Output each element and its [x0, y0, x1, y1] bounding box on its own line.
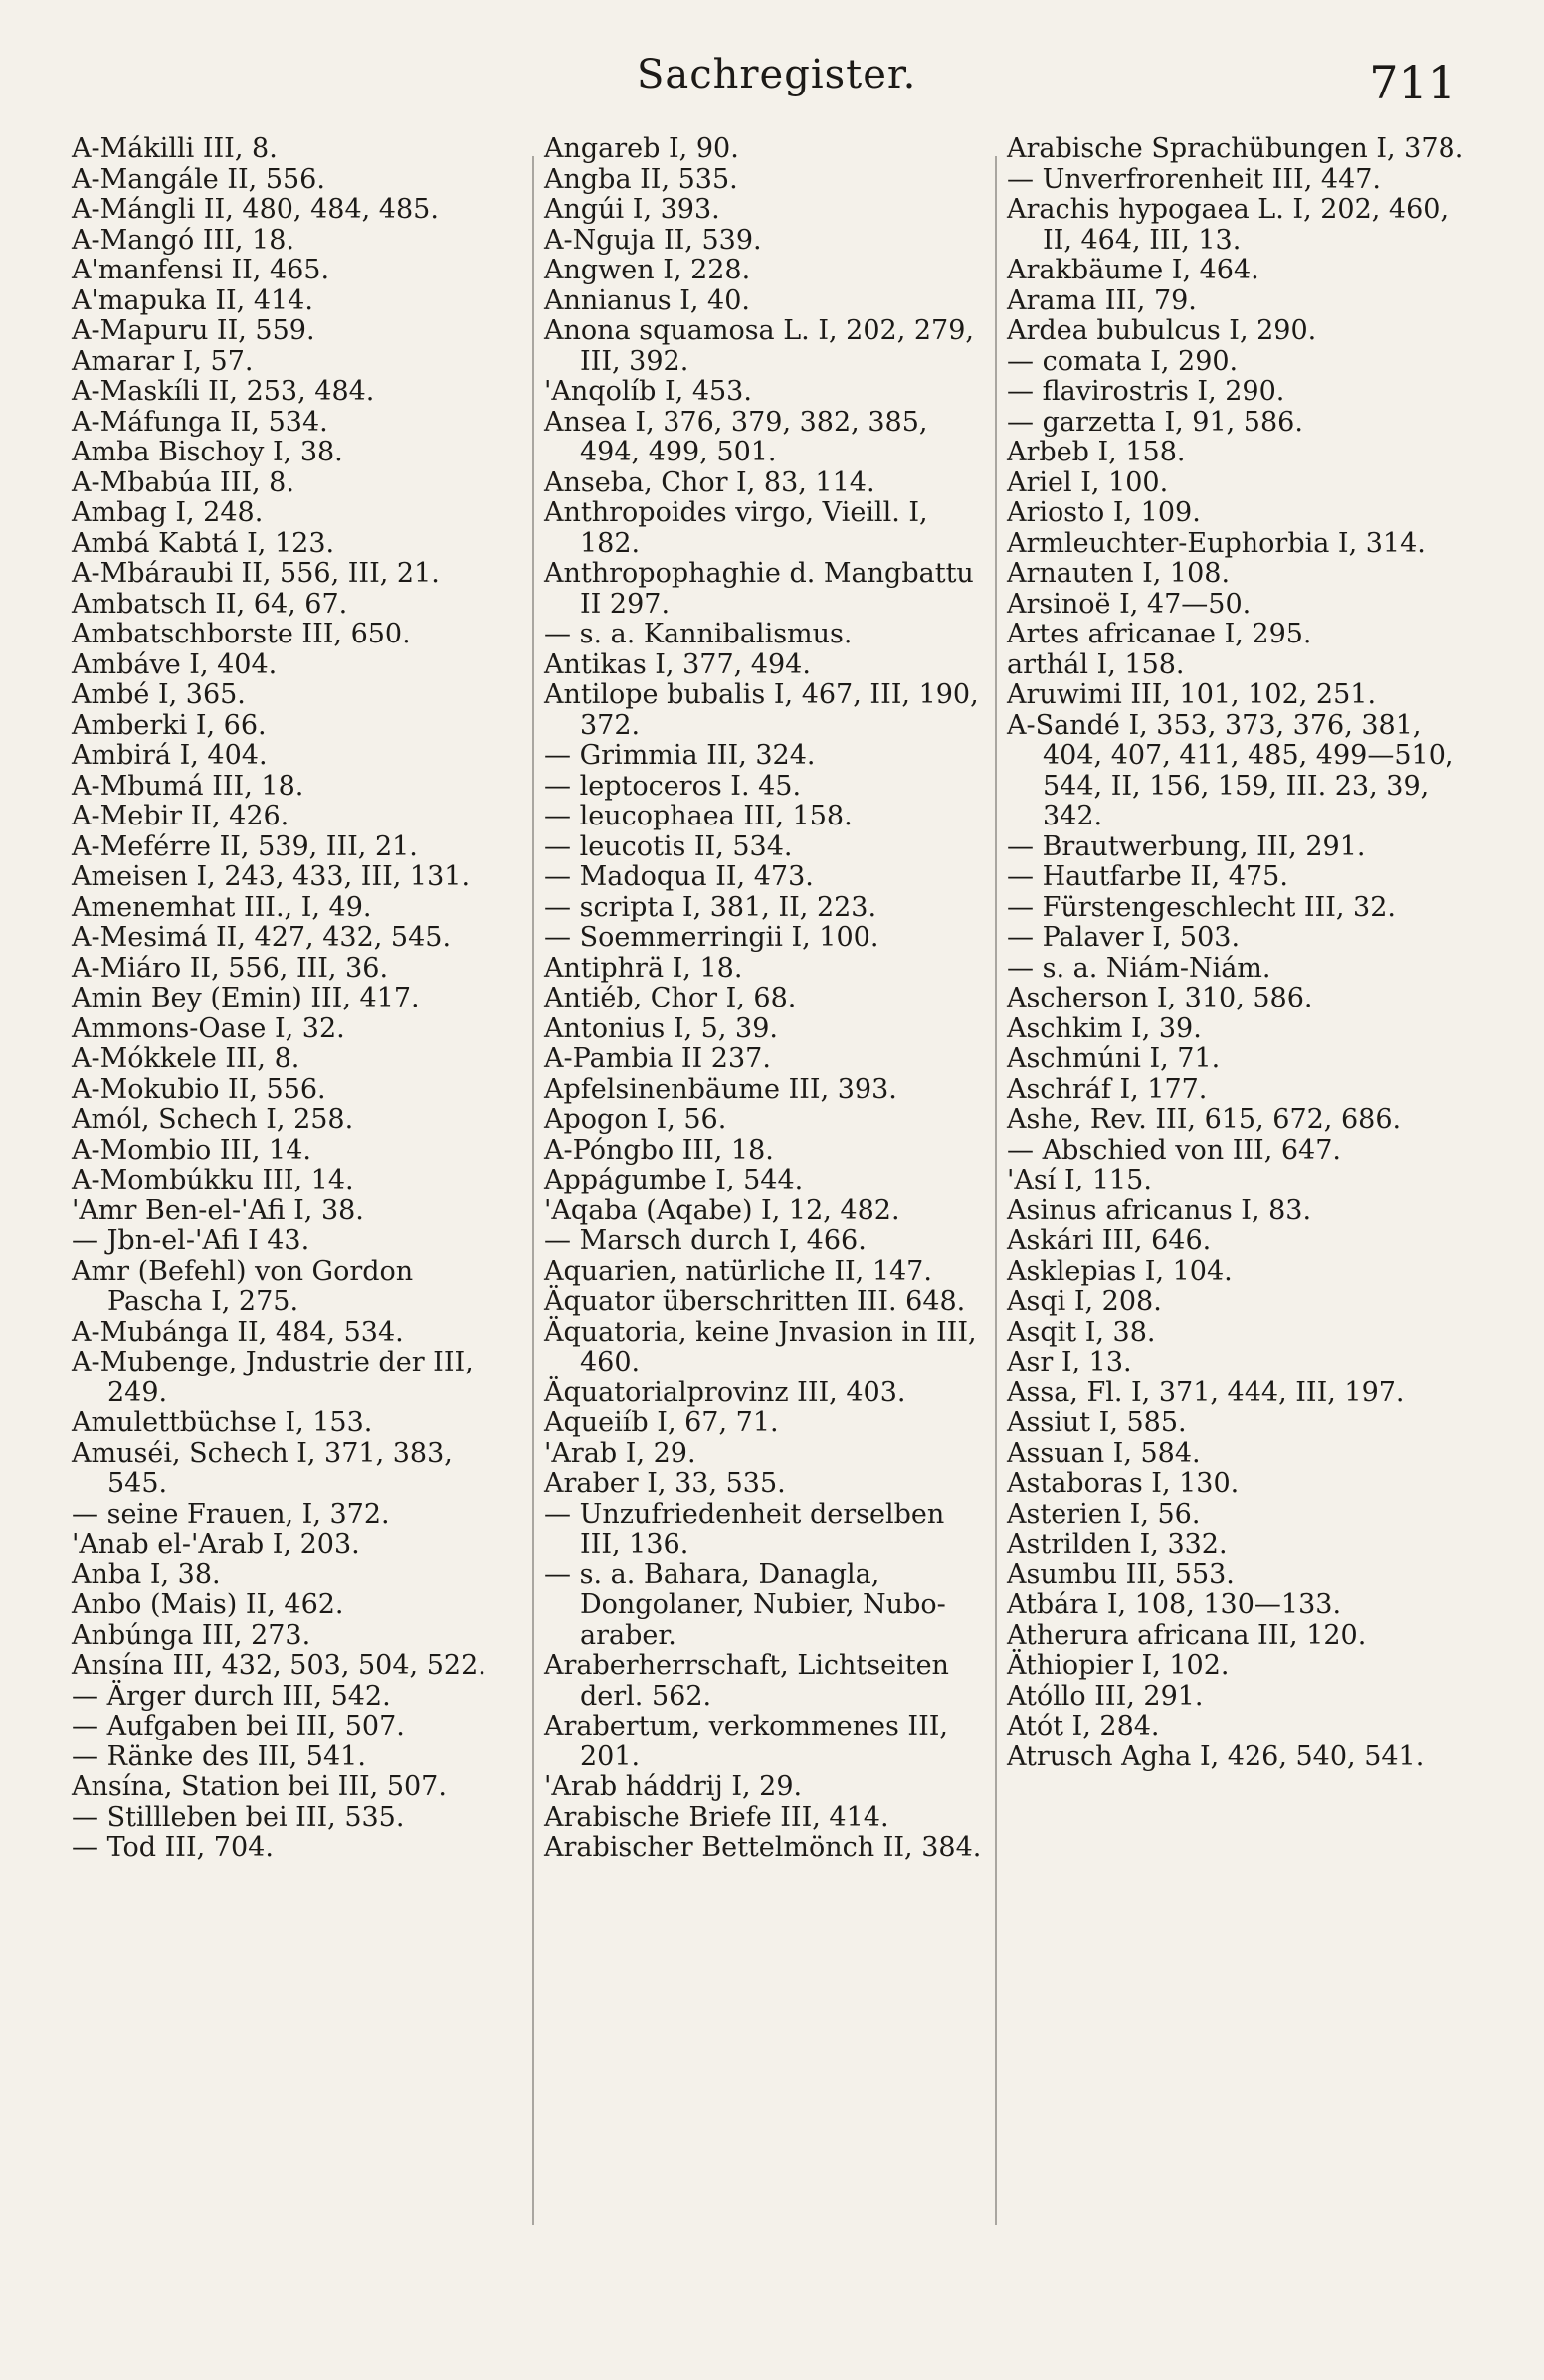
index-entry: Arabische Briefe III, 414.	[544, 1801, 889, 1833]
index-entry: Appágumbe I, 544.	[544, 1165, 804, 1195]
index-entry: A-Póngbo III, 18.	[544, 1134, 774, 1166]
index-entry: Araber I, 33, 535.	[544, 1468, 786, 1499]
index-entry: Antonius I, 5, 39.	[544, 1012, 778, 1044]
index-entry: Ambatsch II, 64, 67.	[72, 588, 348, 620]
index-entry: — Unzufriedenheit derselben III, 136.	[544, 1498, 945, 1559]
index-entry: Assiut I, 585.	[1007, 1407, 1187, 1438]
index-entry: Antiphrä I, 18.	[544, 952, 743, 984]
index-entry: Apogon I, 56.	[544, 1104, 727, 1135]
index-columns	[72, 134, 1464, 2332]
index-entry: — garzetta I, 91, 586.	[1007, 406, 1303, 438]
index-entry: A'mapuka II, 414.	[72, 284, 313, 316]
index-column-2	[544, 134, 982, 1864]
index-entry: A'manfensi II, 465.	[72, 255, 330, 285]
index-entry: — Stillleben bei III, 535.	[72, 1801, 405, 1833]
index-entry: A-Máfunga II, 534.	[72, 406, 328, 438]
index-entry: Aruwimi III, 101, 102, 251.	[1007, 679, 1377, 710]
index-entry: — flavirostris I, 290.	[1007, 376, 1285, 407]
index-entry: — Marsch durch I, 466.	[544, 1225, 867, 1256]
index-entry: A-Pambia II 237.	[544, 1043, 771, 1074]
index-entry: A-Miáro II, 556, III, 36.	[72, 952, 389, 984]
index-entry: Atóllo III, 291.	[1007, 1680, 1204, 1712]
index-entry: Assuan I, 584.	[1007, 1437, 1201, 1469]
index-entry: Antilope bubalis I, 467, III, 190, 372.	[544, 679, 979, 741]
index-entry: Arabischer Bettelmönch II, 384.	[544, 1832, 982, 1863]
index-entry: — Tod III, 704.	[72, 1832, 274, 1863]
index-entry: Araberherrschaft, Lichtseiten derl. 562.	[544, 1650, 949, 1712]
index-entry: Ansea I, 376, 379, 382, 385, 494, 499, 501.	[544, 406, 928, 467]
index-entry: Anseba, Chor I, 83, 114.	[544, 466, 875, 498]
index-entry: Anthropophaghie d. Mangbattu II 297.	[544, 558, 974, 620]
index-entry: — leptoceros I. 45.	[544, 770, 802, 802]
index-entry: A-Mombio III, 14.	[72, 1134, 311, 1166]
index-entry: Ambáve I, 404.	[72, 648, 278, 680]
index-entry: Amuséi, Schech I, 371, 383, 545.	[72, 1437, 453, 1499]
index-entry: A-Nguja II, 539.	[544, 224, 762, 256]
index-entry: Amba Bischoy I, 38.	[72, 437, 343, 467]
index-entry: A-Mángli II, 480, 484, 485.	[72, 194, 439, 225]
index-entry: Äquatorialprovinz III, 403.	[544, 1376, 906, 1408]
index-entry: — Fürstengeschlecht III, 32.	[1007, 891, 1396, 923]
index-entry: Amin Bey (Emin) III, 417.	[72, 983, 420, 1013]
index-entry: — s. a. Kannibalismus.	[544, 619, 853, 649]
index-entry: Amarar I, 57.	[72, 345, 254, 377]
index-entry: — Hautfarbe II, 475.	[1007, 861, 1288, 892]
index-entry: A-Meférre II, 539, III, 21.	[72, 830, 418, 862]
index-entry: — seine Frauen, I, 372.	[72, 1498, 390, 1530]
index-entry: Aquarien, natürliche II, 147.	[544, 1255, 932, 1287]
index-entry: Asr I, 13.	[1007, 1347, 1132, 1377]
index-entry: Amól, Schech I, 258.	[72, 1104, 354, 1135]
page-number: 711	[1369, 56, 1456, 109]
index-entry: Asinus africanus I, 83.	[1007, 1194, 1312, 1226]
index-entry: Anthropoides virgo, Vieill. I, 182.	[544, 497, 928, 559]
index-entry: A-Sandé I, 353, 373, 376, 381, 404, 407, 411, 485, 499—510, 544, II, 156, 159, III. 23, 39, 342.	[1007, 709, 1454, 831]
index-entry: A-Mbumá III, 18.	[72, 770, 304, 802]
index-entry: Arbeb I, 158.	[1007, 437, 1186, 467]
index-entry: Armleuchter-Euphorbia I, 314.	[1007, 527, 1426, 559]
index-entry: 'Anqolíb I, 453.	[544, 376, 752, 407]
index-entry: Arachis hypogaea L. I, 202, 460, II, 464, III, 13.	[1007, 194, 1449, 256]
index-entry: Arakbäume I, 464.	[1007, 255, 1259, 285]
index-entry: — comata I, 290.	[1007, 345, 1239, 377]
index-column-1	[72, 134, 509, 1864]
index-entry: — Unverfrorenheit III, 447.	[1007, 163, 1382, 195]
index-entry: Atherura africana III, 120.	[1007, 1619, 1367, 1651]
index-entry: A-Mangó III, 18.	[72, 224, 294, 256]
index-entry: Äthiopier I, 102.	[1007, 1650, 1230, 1681]
index-entry: Aschmúni I, 71.	[1007, 1043, 1221, 1074]
index-entry: A-Mubánga II, 484, 534.	[72, 1316, 404, 1348]
index-entry: Angba II, 535.	[544, 163, 738, 195]
index-entry: 'Arab I, 29.	[544, 1437, 696, 1469]
index-entry: Angwen I, 228.	[544, 255, 751, 285]
index-entry: Ascherson I, 310, 586.	[1007, 983, 1313, 1013]
index-entry: Asqi I, 208.	[1007, 1286, 1162, 1317]
index-entry: Askári III, 646.	[1007, 1225, 1212, 1256]
running-head-title: Sachregister.	[637, 52, 917, 97]
index-entry: — Jbn-el-'Afi I 43.	[72, 1225, 310, 1256]
index-entry: Atrusch Agha I, 426, 540, 541.	[1007, 1740, 1425, 1772]
index-entry: Ariel I, 100.	[1007, 466, 1169, 498]
index-entry: Antiéb, Chor I, 68.	[544, 983, 797, 1013]
index-entry: — leucotis II, 534.	[544, 830, 793, 862]
index-entry: Anona squamosa L. I, 202, 279, III, 392.	[544, 315, 974, 377]
index-entry: A-Maskíli II, 253, 484.	[72, 376, 375, 407]
index-entry: Amberki I, 66.	[72, 709, 267, 741]
index-entry: A-Mapuru II, 559.	[72, 315, 315, 346]
index-entry: Artes africanae I, 295.	[1007, 619, 1312, 649]
index-entry: Amenemhat III., I, 49.	[72, 891, 372, 923]
index-entry: 'Amr Ben-el-'Afi I, 38.	[72, 1194, 364, 1226]
index-entry: Ariosto I, 109.	[1007, 497, 1201, 528]
index-entry: Apfelsinenbäume III, 393.	[544, 1073, 897, 1105]
page-header	[0, 48, 1544, 117]
index-entry: Ardea bubulcus I, 290.	[1007, 315, 1317, 346]
index-entry: A-Mebir II, 426.	[72, 801, 290, 831]
index-entry: Amr (Befehl) von Gordon Pascha I, 275.	[72, 1255, 414, 1317]
index-entry: Astaboras I, 130.	[1007, 1468, 1240, 1499]
index-entry: A-Mókkele III, 8.	[72, 1043, 300, 1074]
column-divider	[532, 156, 534, 2225]
index-entry: Ambá Kabtá I, 123.	[72, 527, 335, 559]
index-entry: 'Anab el-'Arab I, 203.	[72, 1529, 360, 1559]
index-entry: — Palaver I, 503.	[1007, 922, 1241, 953]
index-entry: A-Mubenge, Jndustrie der III, 249.	[72, 1347, 474, 1408]
index-entry: Ammons-Oase I, 32.	[72, 1012, 345, 1044]
index-entry: Asklepias I, 104.	[1007, 1255, 1233, 1287]
index-entry: — s. a. Bahara, Danagla, Dongolaner, Nubier, Nubo-araber.	[544, 1558, 946, 1651]
index-entry: Atbára I, 108, 130—133.	[1007, 1589, 1342, 1620]
index-entry: Ambé I, 365.	[72, 679, 246, 710]
index-entry: Anbúnga III, 273.	[72, 1619, 311, 1651]
index-entry: — Madoqua II, 473.	[544, 861, 814, 892]
index-entry: Arsinoë I, 47—50.	[1007, 588, 1252, 620]
index-entry: Arnauten I, 108.	[1007, 558, 1231, 589]
index-entry: Ansína, Station bei III, 507.	[72, 1771, 447, 1802]
index-entry: Ashe, Rev. III, 615, 672, 686.	[1007, 1104, 1402, 1135]
index-entry: Anbo (Mais) II, 462.	[72, 1589, 344, 1620]
index-entry: A-Mbabúa III, 8.	[72, 466, 294, 498]
index-entry: 'Arab háddrij I, 29.	[544, 1771, 803, 1802]
index-column-3	[1007, 134, 1464, 1772]
index-entry: Anba I, 38.	[72, 1558, 221, 1590]
index-entry: A-Mesimá II, 427, 432, 545.	[72, 922, 452, 953]
column-divider	[995, 156, 997, 2225]
index-entry: Antikas I, 377, 494.	[544, 648, 811, 680]
index-entry: — Brautwerbung, III, 291.	[1007, 830, 1366, 862]
index-entry: A-Mákilli III, 8.	[72, 133, 278, 164]
index-entry: A-Mbáraubi II, 556, III, 21.	[72, 558, 440, 589]
index-entry: — Grimmia III, 324.	[544, 740, 816, 771]
index-entry: Ameisen I, 243, 433, III, 131.	[72, 861, 471, 892]
index-entry: A-Mombúkku III, 14.	[72, 1165, 354, 1195]
index-entry: 'Así I, 115.	[1007, 1165, 1152, 1195]
index-entry: Angareb I, 90.	[544, 133, 739, 164]
index-entry: Arama III, 79.	[1007, 284, 1197, 316]
index-entry: Aschráf I, 177.	[1007, 1073, 1208, 1105]
index-entry: — leucophaea III, 158.	[544, 801, 853, 831]
index-entry: A-Mokubio II, 556.	[72, 1073, 326, 1105]
index-entry: — Aufgaben bei III, 507.	[72, 1711, 405, 1741]
index-entry: Arabische Sprachübungen I, 378.	[1007, 133, 1464, 164]
index-entry: Äquatoria, keine Jnvasion in III, 460.	[544, 1316, 977, 1377]
index-entry: Äquator überschritten III. 648.	[544, 1286, 966, 1317]
index-entry: — Ärger durch III, 542.	[72, 1680, 391, 1712]
index-entry: Arabertum, verkommenes III, 201.	[544, 1711, 949, 1772]
index-entry: Asqit I, 38.	[1007, 1316, 1156, 1348]
index-entry: arthál I, 158.	[1007, 648, 1185, 680]
index-entry: Aqueiíb I, 67, 71.	[544, 1407, 779, 1438]
index-entry: — scripta I, 381, II, 223.	[544, 891, 877, 923]
index-entry: Amulettbüchse I, 153.	[72, 1407, 373, 1438]
index-entry: Atót I, 284.	[1007, 1711, 1160, 1741]
index-entry: Astrilden I, 332.	[1007, 1529, 1228, 1559]
index-entry: Ambirá I, 404.	[72, 740, 268, 771]
index-entry: — Abschied von III, 647.	[1007, 1134, 1341, 1166]
index-entry: Ambag I, 248.	[72, 497, 264, 528]
index-entry: Angúi I, 393.	[544, 194, 720, 225]
index-entry: — Soemmerringii I, 100.	[544, 922, 879, 953]
index-entry: — s. a. Niám-Niám.	[1007, 952, 1271, 984]
index-entry: Annianus I, 40.	[544, 284, 750, 316]
index-entry: — Ränke des III, 541.	[72, 1740, 366, 1772]
index-entry: Asumbu III, 553.	[1007, 1558, 1235, 1590]
index-entry: Assa, Fl. I, 371, 444, III, 197.	[1007, 1376, 1405, 1408]
index-entry: 'Aqaba (Aqabe) I, 12, 482.	[544, 1194, 900, 1226]
index-entry: Ambatschborste III, 650.	[72, 619, 411, 649]
index-entry: Aschkim I, 39.	[1007, 1012, 1202, 1044]
index-entry: Asterien I, 56.	[1007, 1498, 1201, 1530]
index-entry: A-Mangále II, 556.	[72, 163, 325, 195]
index-entry: Ansína III, 432, 503, 504, 522.	[72, 1650, 486, 1681]
